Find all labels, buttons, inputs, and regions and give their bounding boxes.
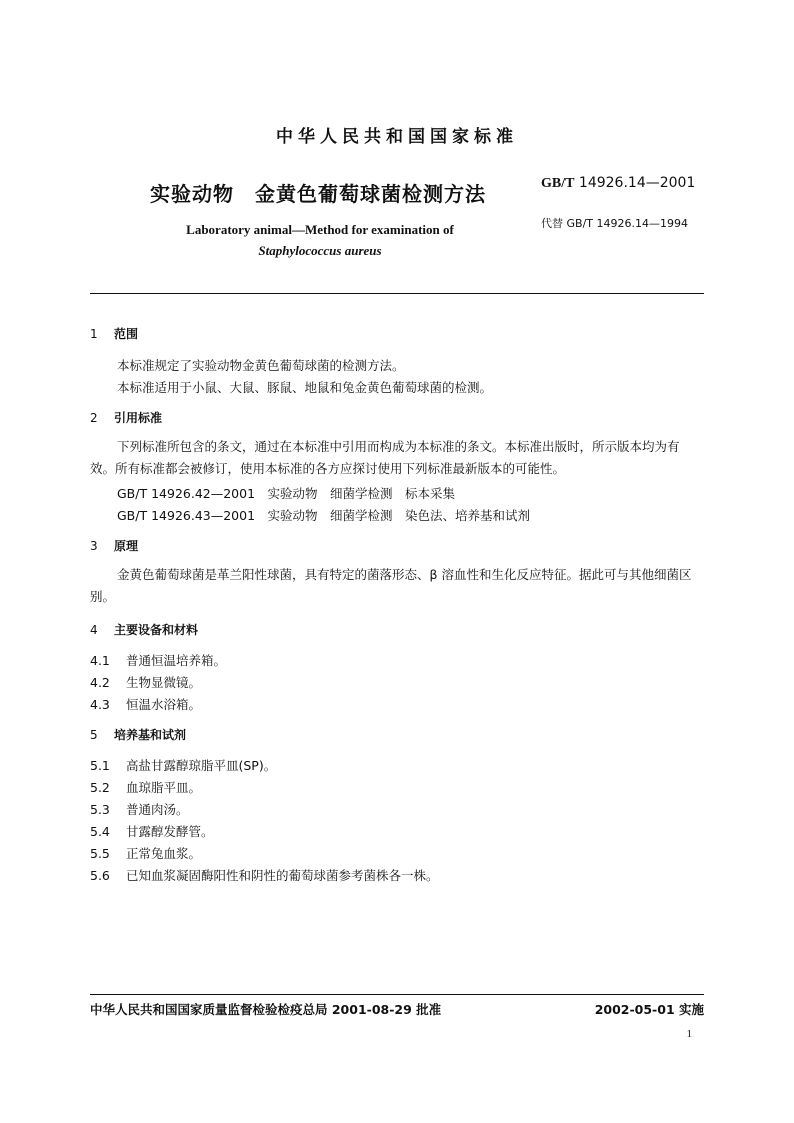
item-text: 甘露醇发酵管。 xyxy=(126,824,214,839)
footer-divider xyxy=(90,994,704,995)
item-index: 5.4 xyxy=(90,824,110,839)
item-text: 血琼脂平皿。 xyxy=(126,780,202,795)
item-index: 5.6 xyxy=(90,868,110,883)
scope-line-2: 本标准适用于小鼠、大鼠、豚鼠、地鼠和兔金黄色葡萄球菌的检测。 xyxy=(117,380,493,395)
section-number: 3 xyxy=(90,539,98,553)
item-text: 已知血浆凝固酶阳性和阴性的葡萄球菌参考菌株各一株。 xyxy=(126,868,439,883)
title-en-line1: Laboratory animal—Method for examination of xyxy=(186,222,454,237)
document-title-cn: 实验动物 金黄色葡萄球菌检测方法 xyxy=(150,182,486,206)
list-item xyxy=(90,673,201,691)
section-1-heading xyxy=(90,325,138,342)
section-title: 范围 xyxy=(114,327,139,341)
item-index: 5.2 xyxy=(90,780,110,795)
scope-line-1: 本标准规定了实验动物金黄色葡萄球菌的检测方法。 xyxy=(117,358,405,373)
section-title: 引用标准 xyxy=(114,411,163,425)
implementation-date: 2002-05-01 实施 xyxy=(594,1002,704,1017)
reference-item: GB/T 14926.43—2001 实验动物 细菌学检测 染色法、培养基和试剂 xyxy=(117,508,531,523)
item-index: 5.1 xyxy=(90,758,110,773)
section-4-heading xyxy=(90,621,198,638)
section-2-heading xyxy=(90,409,162,426)
section-5-heading xyxy=(90,726,186,743)
approval-statement: 中华人民共和国国家质量监督检验检疫总局 2001-08-29 批准 xyxy=(90,1002,442,1017)
item-index: 5.5 xyxy=(90,846,110,861)
item-text: 普通肉汤。 xyxy=(126,802,189,817)
list-item xyxy=(90,800,189,818)
replaces-standard: 代替 GB/T 14926.14—1994 xyxy=(541,217,688,230)
item-text: 普通恒温培养箱。 xyxy=(126,653,227,668)
item-index: 4.2 xyxy=(90,675,110,690)
item-text: 高盐甘露醇琼脂平皿(SP)。 xyxy=(126,758,277,773)
section-3-heading xyxy=(90,537,138,554)
section-number: 2 xyxy=(90,411,98,425)
document-title-en xyxy=(150,219,490,261)
list-item xyxy=(90,651,226,669)
list-item xyxy=(90,695,201,713)
list-item xyxy=(90,778,201,796)
item-text: 生物显微镜。 xyxy=(126,675,202,690)
title-en-line2: Staphylococcus aureus xyxy=(258,243,382,258)
principle-paragraph: 金黄色葡萄球菌是革兰阳性球菌，具有特定的菌落形态、β 溶血性和生化反应特征。据此可与其他细菌区别。 xyxy=(90,567,692,604)
references-paragraph: 下列标准所包含的条文，通过在本标准中引用而构成为本标准的条文。本标准出版时，所示版本均为有效。所有标准都会被修订，使用本标准的各方应探讨使用下列标准最新版本的可能性。 xyxy=(90,439,680,476)
item-index: 5.3 xyxy=(90,802,110,817)
list-item xyxy=(90,822,214,840)
list-item xyxy=(90,866,439,884)
section-number: 1 xyxy=(90,327,98,341)
item-text: 恒温水浴箱。 xyxy=(126,697,202,712)
reference-item: GB/T 14926.42—2001 实验动物 细菌学检测 标本采集 xyxy=(117,486,456,501)
section-number: 5 xyxy=(90,728,98,742)
standard-prefix: GB/T xyxy=(541,176,575,191)
item-index: 4.3 xyxy=(90,697,110,712)
national-standard-heading: 中华人民共和国国家标准 xyxy=(276,127,518,147)
standard-code: 14926.14—2001 xyxy=(578,175,696,191)
page-number: 1 xyxy=(686,1028,692,1040)
section-number: 4 xyxy=(90,623,98,637)
section-title: 培养基和试剂 xyxy=(114,728,187,742)
standard-number xyxy=(541,175,695,192)
header-divider xyxy=(90,293,704,294)
section-title: 原理 xyxy=(114,539,139,553)
item-index: 4.1 xyxy=(90,653,110,668)
section-title: 主要设备和材料 xyxy=(114,623,199,637)
list-item xyxy=(90,844,201,862)
item-text: 正常兔血浆。 xyxy=(126,846,202,861)
list-item xyxy=(90,756,276,774)
